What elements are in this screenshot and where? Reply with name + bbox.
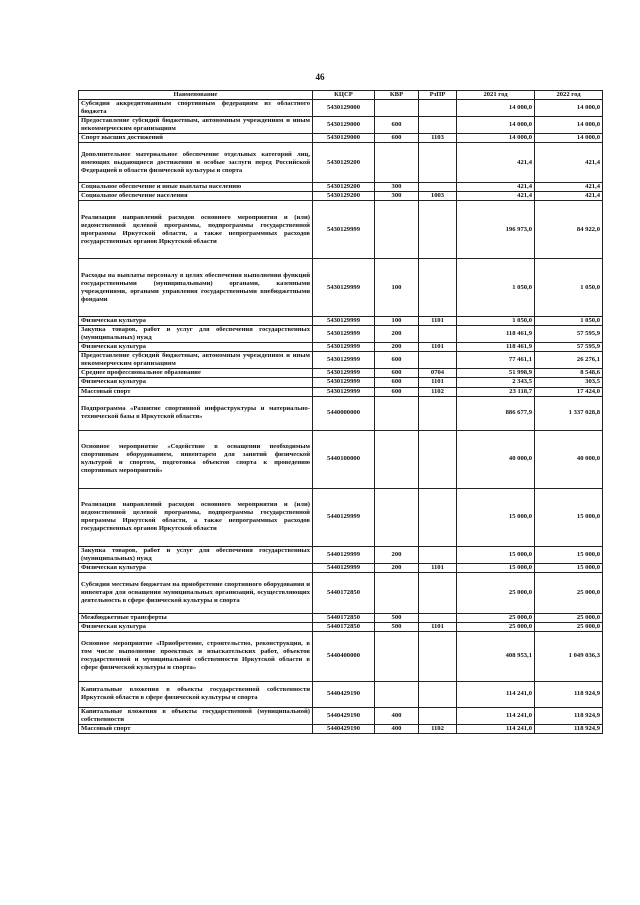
- row-kvr-cell: 200: [375, 546, 419, 563]
- row-kcsr-cell: 5430129999: [313, 259, 375, 317]
- row-rzpr-cell: [419, 613, 457, 622]
- row-name-cell: Дополнительное материальное обеспечение отдельных категорий лиц, имеющих выдающиеся достижения и особые заслуги перед Российской Федерацией в области физической культуры и спорта: [79, 143, 313, 183]
- row-rzpr-cell: [419, 326, 457, 343]
- row-2022-cell: 8 548,6: [535, 369, 603, 378]
- table-row: [79, 613, 603, 622]
- table-row: [79, 369, 603, 378]
- table-header-row: [79, 91, 603, 100]
- row-kcsr-cell: 5430129000: [313, 100, 375, 117]
- row-name-cell: Капитальные вложения в объекты государственной (муниципальной) собственности: [79, 707, 313, 724]
- row-2022-cell: 421,4: [535, 143, 603, 183]
- table-row: [79, 631, 603, 681]
- row-2021-cell: 25 000,0: [457, 613, 535, 622]
- row-rzpr-cell: [419, 100, 457, 117]
- table-row: [79, 343, 603, 352]
- row-rzpr-cell: 1102: [419, 724, 457, 733]
- table-row: [79, 352, 603, 369]
- header-kcsr: КЦСР: [313, 91, 375, 100]
- row-2022-cell: 25 000,0: [535, 622, 603, 631]
- row-kvr-cell: [375, 681, 419, 707]
- row-2021-cell: 25 000,0: [457, 572, 535, 613]
- row-name-cell: Физическая культура: [79, 378, 313, 387]
- row-kcsr-cell: 5430129999: [313, 343, 375, 352]
- row-kcsr-cell: 5430129999: [313, 326, 375, 343]
- row-name-cell: Субсидии местным бюджетам на приобретение спортивного оборудования и инвентаря для оснащения муниципальных организаций, осуществляющих деятельность в сфере физической культуры и спорта: [79, 572, 313, 613]
- row-2022-cell: 1 049 036,3: [535, 631, 603, 681]
- row-name-cell: Физическая культура: [79, 343, 313, 352]
- row-kcsr-cell: 5440429190: [313, 724, 375, 733]
- row-kcsr-cell: 5430129999: [313, 317, 375, 326]
- row-kvr-cell: 200: [375, 326, 419, 343]
- table-row: [79, 143, 603, 183]
- row-kcsr-cell: 5440172850: [313, 572, 375, 613]
- header-2021: 2021 год: [457, 91, 535, 100]
- row-kvr-cell: 500: [375, 622, 419, 631]
- row-name-cell: Социальное обеспечение и иные выплаты населению: [79, 183, 313, 192]
- row-kvr-cell: [375, 488, 419, 546]
- row-2021-cell: 886 677,9: [457, 396, 535, 430]
- row-rzpr-cell: 1102: [419, 387, 457, 396]
- row-kvr-cell: 600: [375, 387, 419, 396]
- row-2022-cell: 84 922,0: [535, 201, 603, 259]
- row-rzpr-cell: 1101: [419, 622, 457, 631]
- table-row: [79, 430, 603, 488]
- row-kcsr-cell: 5440429190: [313, 681, 375, 707]
- row-name-cell: Среднее профессиональное образование: [79, 369, 313, 378]
- row-kvr-cell: 100: [375, 259, 419, 317]
- row-rzpr-cell: 1103: [419, 134, 457, 143]
- table-row: [79, 378, 603, 387]
- row-name-cell: Массовый спорт: [79, 387, 313, 396]
- row-kcsr-cell: 5430129999: [313, 369, 375, 378]
- row-kcsr-cell: 5440129999: [313, 563, 375, 572]
- row-kvr-cell: 300: [375, 183, 419, 192]
- row-2022-cell: 25 000,0: [535, 572, 603, 613]
- row-name-cell: Спорт высших достижений: [79, 134, 313, 143]
- row-rzpr-cell: [419, 707, 457, 724]
- row-kcsr-cell: 5440000000: [313, 396, 375, 430]
- row-kvr-cell: 600: [375, 352, 419, 369]
- row-kcsr-cell: 5440172850: [313, 622, 375, 631]
- row-2022-cell: 17 424,0: [535, 387, 603, 396]
- row-rzpr-cell: 0704: [419, 369, 457, 378]
- table-row: [79, 724, 603, 733]
- table-row: [79, 259, 603, 317]
- row-2022-cell: 14 000,0: [535, 117, 603, 134]
- row-kvr-cell: 100: [375, 317, 419, 326]
- row-rzpr-cell: [419, 143, 457, 183]
- row-kcsr-cell: 5440100000: [313, 430, 375, 488]
- row-name-cell: Основное мероприятие «Содействие в оснащении необходимым спортивным оборудованием, инвентарем для занятий физической культурой и спортом, подготовка объектов спорта к проведению спортивных мероприятий»: [79, 430, 313, 488]
- row-rzpr-cell: [419, 546, 457, 563]
- row-2021-cell: 77 461,1: [457, 352, 535, 369]
- row-2021-cell: 51 998,9: [457, 369, 535, 378]
- row-kvr-cell: 200: [375, 343, 419, 352]
- row-2021-cell: 23 118,7: [457, 387, 535, 396]
- table-row: [79, 387, 603, 396]
- table-row: [79, 192, 603, 201]
- row-kcsr-cell: 5430129000: [313, 134, 375, 143]
- row-2022-cell: 15 000,0: [535, 563, 603, 572]
- row-kvr-cell: 400: [375, 724, 419, 733]
- row-kvr-cell: 600: [375, 117, 419, 134]
- row-2021-cell: 2 343,5: [457, 378, 535, 387]
- header-name: Наименование: [79, 91, 313, 100]
- table-row: [79, 546, 603, 563]
- row-kvr-cell: [375, 201, 419, 259]
- row-rzpr-cell: 1101: [419, 378, 457, 387]
- header-rzpr: РзПР: [419, 91, 457, 100]
- row-2022-cell: 57 595,9: [535, 326, 603, 343]
- table-row: [79, 326, 603, 343]
- row-kvr-cell: 400: [375, 707, 419, 724]
- table-row: [79, 100, 603, 117]
- row-2022-cell: 14 000,0: [535, 134, 603, 143]
- row-kvr-cell: [375, 631, 419, 681]
- row-name-cell: Физическая культура: [79, 317, 313, 326]
- row-kcsr-cell: 5430129200: [313, 183, 375, 192]
- row-name-cell: Социальное обеспечение населения: [79, 192, 313, 201]
- row-kvr-cell: [375, 396, 419, 430]
- row-kvr-cell: 600: [375, 134, 419, 143]
- row-rzpr-cell: 1101: [419, 317, 457, 326]
- row-name-cell: Расходы на выплаты персоналу в целях обеспечения выполнения функций государственными (муниципальными) органами, казенными учреждениями, органами управления государственными внебюджетными фондами: [79, 259, 313, 317]
- row-kcsr-cell: 5440172850: [313, 613, 375, 622]
- table-row: [79, 317, 603, 326]
- row-2021-cell: 114 241,0: [457, 724, 535, 733]
- row-kvr-cell: 300: [375, 192, 419, 201]
- row-rzpr-cell: 1101: [419, 343, 457, 352]
- row-2021-cell: 14 000,0: [457, 117, 535, 134]
- row-2022-cell: 1 050,0: [535, 317, 603, 326]
- row-2022-cell: 26 276,1: [535, 352, 603, 369]
- row-kcsr-cell: 5440400000: [313, 631, 375, 681]
- row-2021-cell: 408 953,1: [457, 631, 535, 681]
- header-2022: 2022 год: [535, 91, 603, 100]
- row-kcsr-cell: 5440429190: [313, 707, 375, 724]
- row-kvr-cell: [375, 143, 419, 183]
- row-kvr-cell: 500: [375, 613, 419, 622]
- row-kcsr-cell: 5430129000: [313, 117, 375, 134]
- header-kvr: КВР: [375, 91, 419, 100]
- row-name-cell: Реализация направлений расходов основного мероприятия и (или) ведомственной целевой программы, подпрограммы государственной программы Иркутской области, а также непрограммных расходов государственных органов Иркутской области: [79, 201, 313, 259]
- row-2022-cell: 1 050,0: [535, 259, 603, 317]
- table-row: [79, 707, 603, 724]
- row-rzpr-cell: [419, 396, 457, 430]
- row-name-cell: Закупка товаров, работ и услуг для обеспечения государственных (муниципальных) нужд: [79, 326, 313, 343]
- row-2021-cell: 1 050,0: [457, 259, 535, 317]
- row-2022-cell: 40 000,0: [535, 430, 603, 488]
- row-name-cell: Физическая культура: [79, 563, 313, 572]
- row-name-cell: Капитальные вложения в объекты государственной собственности Иркутской области в сфере физической культуры и спорта: [79, 681, 313, 707]
- row-kcsr-cell: 5430129200: [313, 192, 375, 201]
- row-kvr-cell: 200: [375, 563, 419, 572]
- row-2022-cell: 15 000,0: [535, 488, 603, 546]
- row-kvr-cell: 600: [375, 369, 419, 378]
- table-row: [79, 572, 603, 613]
- row-2022-cell: 118 924,9: [535, 707, 603, 724]
- row-2022-cell: 303,5: [535, 378, 603, 387]
- row-2022-cell: 118 924,9: [535, 724, 603, 733]
- row-rzpr-cell: [419, 201, 457, 259]
- row-kvr-cell: [375, 100, 419, 117]
- row-2021-cell: 15 000,0: [457, 563, 535, 572]
- row-kcsr-cell: 5440129999: [313, 488, 375, 546]
- table-row: [79, 622, 603, 631]
- row-2021-cell: 421,4: [457, 143, 535, 183]
- row-name-cell: Подпрограмма «Развитие спортивной инфраструктуры и материально- технической базы в Иркутской области»: [79, 396, 313, 430]
- row-rzpr-cell: [419, 572, 457, 613]
- row-2021-cell: 114 241,0: [457, 681, 535, 707]
- row-2022-cell: 1 337 028,8: [535, 396, 603, 430]
- row-2021-cell: 1 050,0: [457, 317, 535, 326]
- row-2021-cell: 40 000,0: [457, 430, 535, 488]
- row-2021-cell: 15 000,0: [457, 546, 535, 563]
- row-2022-cell: 421,4: [535, 192, 603, 201]
- row-rzpr-cell: [419, 681, 457, 707]
- row-name-cell: Предоставление субсидий бюджетным, автономным учреждениям и иным некоммерческим организациям: [79, 117, 313, 134]
- row-kcsr-cell: 5430129999: [313, 387, 375, 396]
- row-name-cell: Субсидии аккредитованным спортивным федерациям из областного бюджета: [79, 100, 313, 117]
- row-2021-cell: 14 000,0: [457, 134, 535, 143]
- row-rzpr-cell: 1003: [419, 192, 457, 201]
- row-name-cell: Закупка товаров, работ и услуг для обеспечения государственных (муниципальных) нужд: [79, 546, 313, 563]
- row-rzpr-cell: [419, 488, 457, 546]
- row-name-cell: Межбюджетные трансферты: [79, 613, 313, 622]
- row-kcsr-cell: 5430129999: [313, 352, 375, 369]
- row-2022-cell: 421,4: [535, 183, 603, 192]
- row-kvr-cell: [375, 572, 419, 613]
- row-rzpr-cell: [419, 259, 457, 317]
- row-2021-cell: 15 000,0: [457, 488, 535, 546]
- row-2022-cell: 118 924,9: [535, 681, 603, 707]
- table-row: [79, 201, 603, 259]
- table-row: [79, 117, 603, 134]
- row-2022-cell: 15 000,0: [535, 546, 603, 563]
- row-kcsr-cell: 5430129999: [313, 378, 375, 387]
- row-2021-cell: 25 000,0: [457, 622, 535, 631]
- table-row: [79, 563, 603, 572]
- row-name-cell: Физическая культура: [79, 622, 313, 631]
- row-rzpr-cell: [419, 631, 457, 681]
- row-2021-cell: 196 973,0: [457, 201, 535, 259]
- table-row: [79, 183, 603, 192]
- row-name-cell: Реализация направлений расходов основного мероприятия и (или) ведомственной целевой программы, подпрограммы государственной программы Иркутской области, а также непрограммных расходов государственных органов Иркутской области: [79, 488, 313, 546]
- row-rzpr-cell: [419, 117, 457, 134]
- row-2021-cell: 421,4: [457, 183, 535, 192]
- page-number: 46: [315, 72, 325, 82]
- row-2022-cell: 25 000,0: [535, 613, 603, 622]
- row-2022-cell: 14 000,0: [535, 100, 603, 117]
- row-2022-cell: 57 595,9: [535, 343, 603, 352]
- row-2021-cell: 118 461,9: [457, 326, 535, 343]
- row-2021-cell: 118 461,9: [457, 343, 535, 352]
- row-kvr-cell: [375, 430, 419, 488]
- row-name-cell: Массовый спорт: [79, 724, 313, 733]
- table-row: [79, 396, 603, 430]
- row-kcsr-cell: 5440129999: [313, 546, 375, 563]
- row-2021-cell: 421,4: [457, 192, 535, 201]
- row-name-cell: Предоставление субсидий бюджетным, автономным учреждениям и иным некоммерческим организациям: [79, 352, 313, 369]
- row-name-cell: Основное мероприятие «Приобретение, строительство, реконструкция, в том числе выполнение проектных и изыскательских работ, объектов государственной и муниципальной собственности Иркутской области в сфере физической культуры и спорта»: [79, 631, 313, 681]
- row-2021-cell: 114 241,0: [457, 707, 535, 724]
- row-rzpr-cell: [419, 430, 457, 488]
- table-row: [79, 488, 603, 546]
- budget-table: [78, 90, 603, 734]
- table-row: [79, 681, 603, 707]
- row-rzpr-cell: 1101: [419, 563, 457, 572]
- row-kcsr-cell: 5430129200: [313, 143, 375, 183]
- row-rzpr-cell: [419, 183, 457, 192]
- row-rzpr-cell: [419, 352, 457, 369]
- row-kcsr-cell: 5430129999: [313, 201, 375, 259]
- row-kvr-cell: 600: [375, 378, 419, 387]
- row-2021-cell: 14 000,0: [457, 100, 535, 117]
- table-row: [79, 134, 603, 143]
